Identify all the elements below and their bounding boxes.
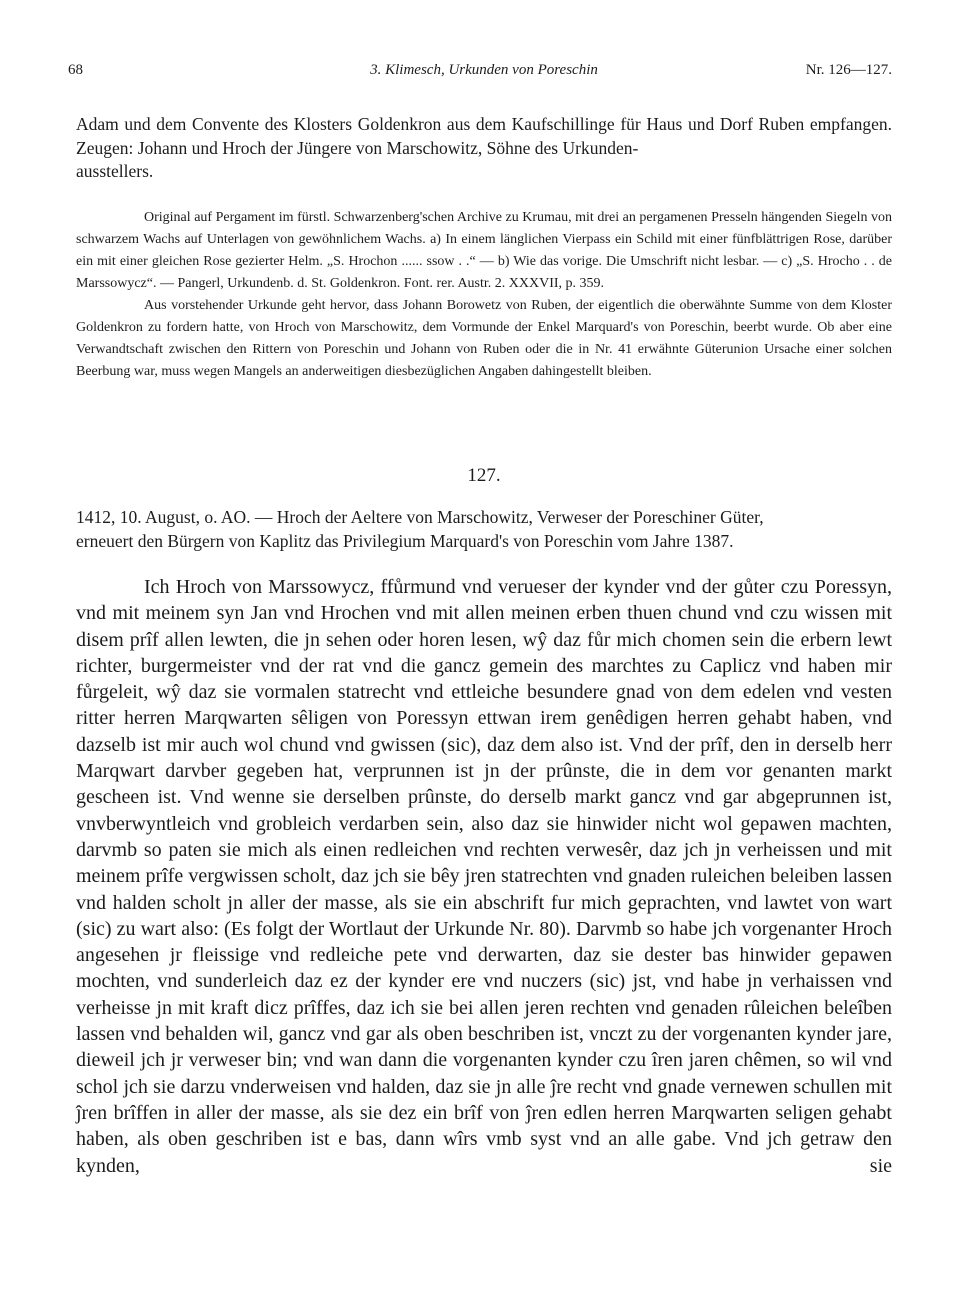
document-range: Nr. 126—127. xyxy=(805,62,892,78)
intro-text: Adam und dem Convente des Klosters Goldenkron aus dem Kaufschillinge für Haus und Dorf Ruben empfangen. Zeugen: Johann und Hroch der Jüngere von Marschowitz, Söhne des Urkunden- xyxy=(76,114,892,158)
commentary-note: Aus vorstehender Urkunde geht hervor, dass Johann Borowetz von Ruben, der eigentlich die oberwähnte Summe von dem Kloster Goldenkron zu fordern hatte, von Hroch von Marschowitz, dem Vormunde der Enkel Marquard's von Poreschin, beerbt wurde. Ob aber eine Verwandtschaft zwischen den Rittern von Poreschin und Johann von Ruben oder die in Nr. 41 erwähnte Güterunion Ursache einer solchen Beerbung war, muss wegen Mangels an anderweitigen diesbezüglichen Angaben dahingestellt bleiben. xyxy=(76,298,892,379)
regest-line-2: erneuert den Bürgern von Kaplitz das Privilegium Marquard's von Poreschin vom Jahre 1387. xyxy=(76,531,734,551)
seal-description-note: Original auf Pergament im fürstl. Schwarzenberg'schen Archive zu Krumau, mit drei an pergamenen Presseln hängenden Siegeln von schwarzem Wachs auf Unterlagen von gewöhnlichem Wachs. a) In einem länglichen Vierpass ein Schild mit einer fünfblättrigen Rose, darüber ein mit einer gleichen Rose gezierter Helm. „S. Hrochon ...... ssow . .“ — b) Wie das vorige. Die Umschrift nicht lesbar. — c) „S. Hrocho . . de Marssowycz“. — Pangerl, Urkundenb. d. St. Goldenkron. Font. rer. Austr. 2. XXXVII, p. 359. xyxy=(76,210,892,291)
running-title: 3. Klimesch, Urkunden von Poreschin xyxy=(370,62,598,78)
page-number: 68 xyxy=(68,62,83,78)
regest-line-1: 1412, 10. August, o. AO. — Hroch der Aeltere von Marschowitz, Verweser der Poreschiner Güter, xyxy=(76,507,764,527)
document-number: 127. xyxy=(467,465,501,486)
running-head xyxy=(68,62,892,86)
intro-tail: ausstellers. xyxy=(76,161,154,181)
document-regest xyxy=(76,505,892,553)
charter-paragraph: Ich Hroch von Marssowycz, ffůrmund vnd verueser der kynder vnd der gůter czu Poressyn, vnd mit meinem syn Jan vnd Hrochen vnd mit allen meinen erben thuen chund vnd czu wissen mit disem prîf allen lewten, die jn sehen oder horen lesen, wŷ daz fůr mich chomen sein die erbern lewt richter, burgermeister vnd der rat vnd die gancz gemein des marchtes zu Caplicz vnd haben mir fůrgeleit, wŷ daz sie vormalen statrecht vnd ettleiche besundere gnad von dem edelen vnd vesten ritter herren Marqwarten sêligen von Poressyn ettwan irem genêdigen herren gehabt haben, vnd dazselb ist mir auch wol chund vnd gwissen (sic), daz dem also ist. Vnd der prîf, den in derselb herr Marqwart darvber gegeben hat, verprunnen ist jn der prûnste, die in dem vor genanten markt gescheen ist. Vnd wenne sie derselben prûnste, do derselb markt gancz vnd gar abgeprunnen ist, vnvberwyntleich vnd grobleich verdarben sein, also daz sie hinwider nicht wol gepawen machten, darvmb so paten sie mich als einen redleichen vnd rechten verwesêr, daz jch jn verheissen und mit meinem prîfe vergwissen scholt, daz jch sie bêy jren statrechten vnd gnaden ruleichen beleiben lassen vnd halden scholt jn aller der masse, als sie ein abschrift fur mich geprachten, vnd lawtet von wart (sic) zu wart also: (Es folgt der Wortlaut der Urkunde Nr. 80). Darvmb so habe jch vorgenanter Hroch angesehen jr fleissige vnd redleiche pete vnd derwarten, daz sie dester bas hinwider gepawen mochten, vnd sunderleich daz ez der kynder ere vnd nuczers (sic) jst, vnd habe jn verhaissen vnd verheisse jn mit kraft dicz prîffes, daz ich sie bei allen jeren rechten vnd genaden rûleichen beleîben lassen vnd behalden wil, gancz vnd gar als oben beschriben ist, vnczt zu der vorgenanten kynder jare, dieweil jch jr verweser bin; vnd wan dann die vorgenanten kynder czu îren jaren chêmen, so wil vnd schol jch sie darzu vnderweisen vnd halden, daz sie jn alle ĵre recht vnd gnade vernewen schullen mit ĵren brîffen in aller der masse, als sie dez ein brîf von ĵren edlen herren Marqwarten seligen gehabt haben, als oben geschriben ist e bas, dann wîrs vmb syst vnd an alle gabe. Vnd jch getraw den kynden, sie xyxy=(76,576,892,1177)
charter-text xyxy=(76,574,892,1179)
intro-paragraph xyxy=(76,113,892,184)
editorial-notes xyxy=(76,207,892,383)
